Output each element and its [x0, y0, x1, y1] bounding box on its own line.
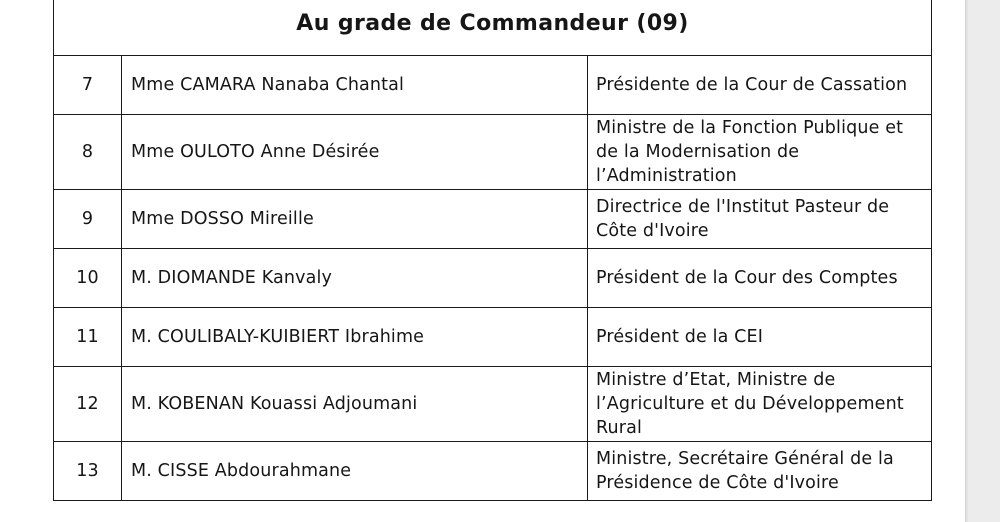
- commandeur-table: [53, 0, 932, 501]
- role-line: Présidence de Côte d'Ivoire: [596, 473, 839, 493]
- role-line: Directrice de l'Institut Pasteur de: [596, 197, 890, 217]
- person-name: Mme DOSSO Mireille: [122, 190, 588, 249]
- row-number: 11: [54, 308, 122, 367]
- table-row: [54, 56, 932, 115]
- role-line: Côte d'Ivoire: [596, 221, 709, 241]
- table-row: [54, 190, 932, 249]
- table-row: [54, 115, 932, 190]
- person-name: M. COULIBALY-KUIBIERT Ibrahime: [122, 308, 588, 367]
- role-line: Rural: [596, 418, 642, 438]
- row-number: 7: [54, 56, 122, 115]
- person-role: [588, 442, 932, 501]
- person-name: M. DIOMANDE Kanvaly: [122, 249, 588, 308]
- person-role: [588, 367, 932, 442]
- person-name: Mme OULOTO Anne Désirée: [122, 115, 588, 190]
- person-name: M. CISSE Abdourahmane: [122, 442, 588, 501]
- role-line: l’Administration: [596, 166, 737, 186]
- table-row: [54, 367, 932, 442]
- table-title-row: [54, 0, 932, 56]
- page-edge-shadow: [965, 0, 968, 522]
- role-line: Ministre de la Fonction Publique et: [596, 118, 904, 138]
- table-row: [54, 249, 932, 308]
- person-role: [588, 249, 932, 308]
- row-number: 12: [54, 367, 122, 442]
- person-name: Mme CAMARA Nanaba Chantal: [122, 56, 588, 115]
- table-row: [54, 308, 932, 367]
- person-role: [588, 308, 932, 367]
- role-line: Ministre, Secrétaire Général de la: [596, 449, 894, 469]
- person-role: [588, 56, 932, 115]
- role-line: Ministre d’Etat, Ministre de: [596, 370, 836, 390]
- person-name: M. KOBENAN Kouassi Adjoumani: [122, 367, 588, 442]
- role-line: Président de la Cour des Comptes: [596, 268, 898, 288]
- table-row: [54, 442, 932, 501]
- person-role: [588, 115, 932, 190]
- row-number: 13: [54, 442, 122, 501]
- role-line: l’Agriculture et du Développement: [596, 394, 904, 414]
- role-line: Président de la CEI: [596, 327, 764, 347]
- row-number: 8: [54, 115, 122, 190]
- role-line: Présidente de la Cour de Cassation: [596, 75, 908, 95]
- person-role: [588, 190, 932, 249]
- row-number: 9: [54, 190, 122, 249]
- section-title: Au grade de Commandeur (09): [54, 0, 932, 56]
- row-number: 10: [54, 249, 122, 308]
- role-line: de la Modernisation de: [596, 142, 800, 162]
